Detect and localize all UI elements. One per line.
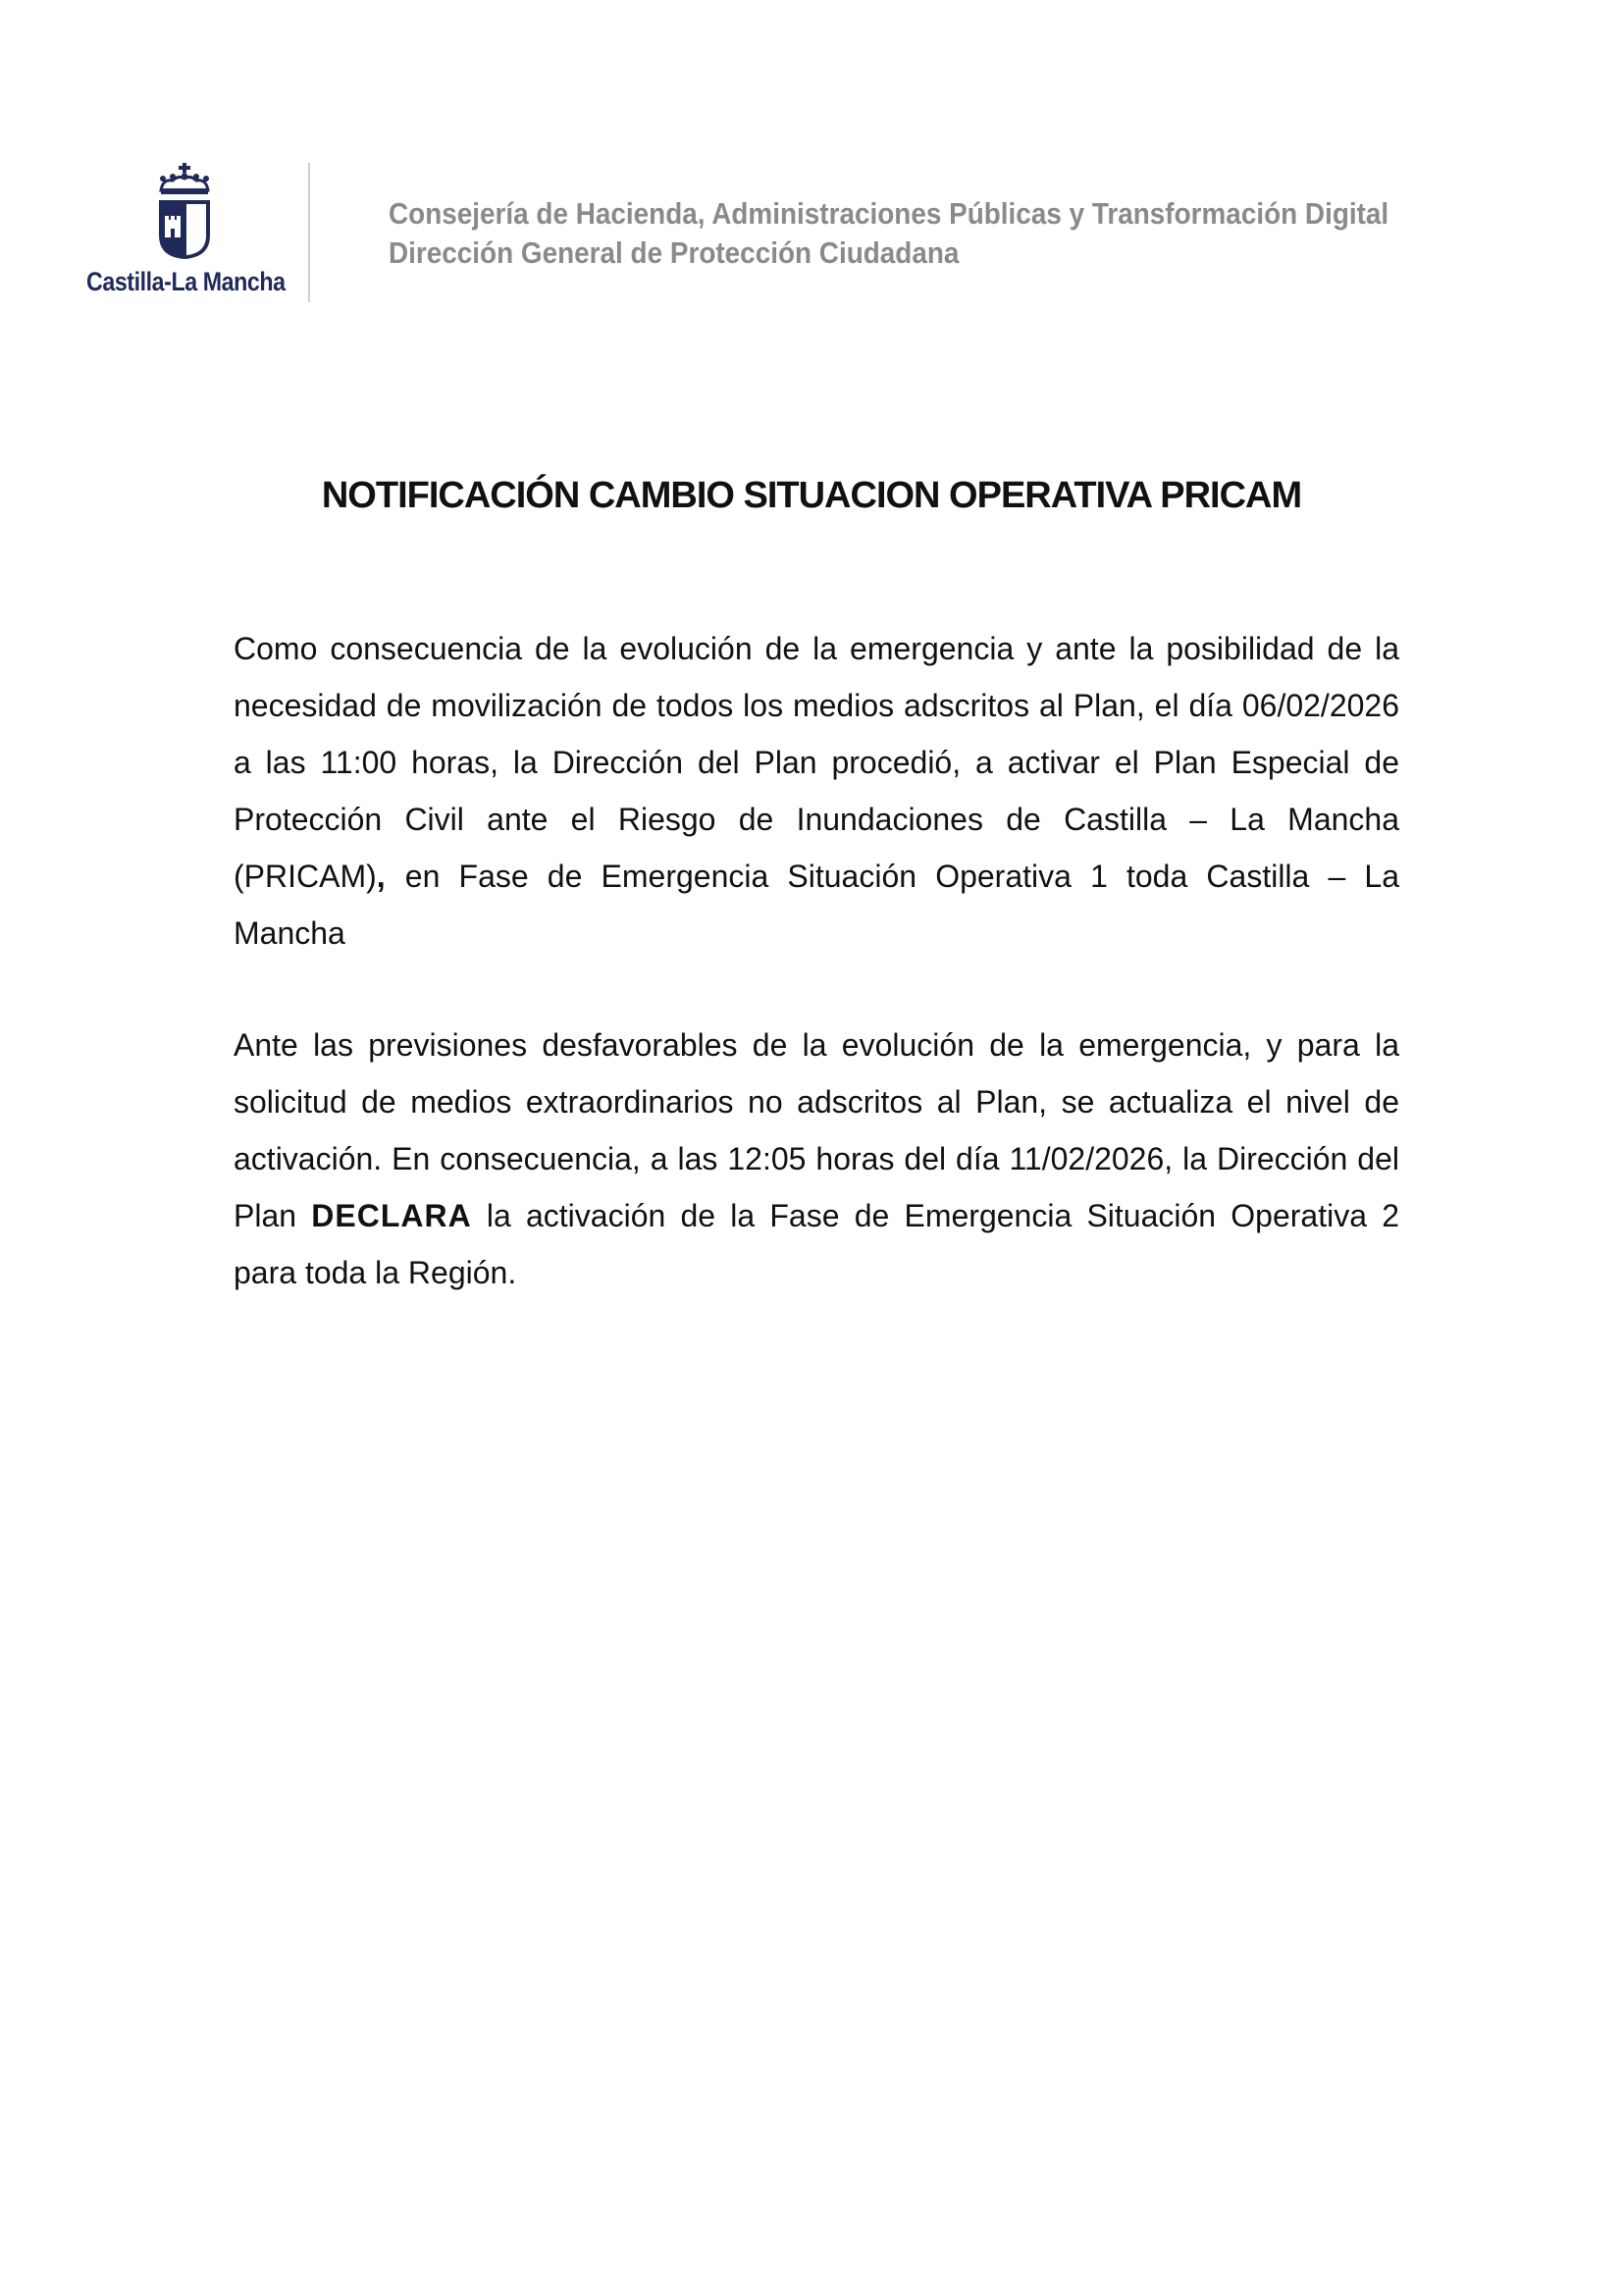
department-header: [389, 194, 1388, 273]
directorate-name: Dirección General de Protección Ciudadana: [389, 235, 960, 270]
paragraph-declaration-text: Ante las previsiones desfavorables de la evolución de la emergencia, y para la solicitud de medios extraordinarios no adscritos al Plan, se actualiza el nivel de activación. En consecuencia, a las 12:05 horas del día 11/02/2026, la Dirección del Plan: [234, 1027, 1399, 1233]
paragraph-activation-comma: ,: [376, 859, 387, 894]
coat-of-arms-icon: [153, 163, 216, 261]
paragraph-activation: [234, 620, 1399, 962]
paragraph-declaration: [234, 1017, 1399, 1301]
paragraph-declaration-text-end: la activación de la Fase de Emergencia Situación Operativa 2 para toda la Región.: [234, 1198, 1400, 1290]
castilla-la-mancha-logo: [79, 157, 304, 304]
declara-bold-text: DECLARA: [311, 1198, 472, 1233]
document-title: NOTIFICACIÓN CAMBIO SITUACION OPERATIVA PRICAM: [321, 475, 1302, 516]
header-divider: [308, 163, 310, 302]
paragraph-activation-text-end: en Fase de Emergencia Situación Operativa 1 toda Castilla – La Mancha: [234, 859, 1399, 951]
paragraph-activation-text: Como consecuencia de la evolución de la emergencia y ante la posibilidad de la necesidad de movilización de todos los medios adscritos al Plan, el día 06/02/2026 a las 11:00 horas, la Dirección del Plan procedió, a activar el Plan Especial de Protección Civil ante el Riesgo de Inundaciones de Castilla – La Mancha (PRICAM): [234, 631, 1399, 894]
department-name: Consejería de Hacienda, Administraciones Públicas y Transformación Digital: [389, 196, 1389, 231]
logo-wordmark: Castilla-La Mancha: [86, 267, 286, 296]
